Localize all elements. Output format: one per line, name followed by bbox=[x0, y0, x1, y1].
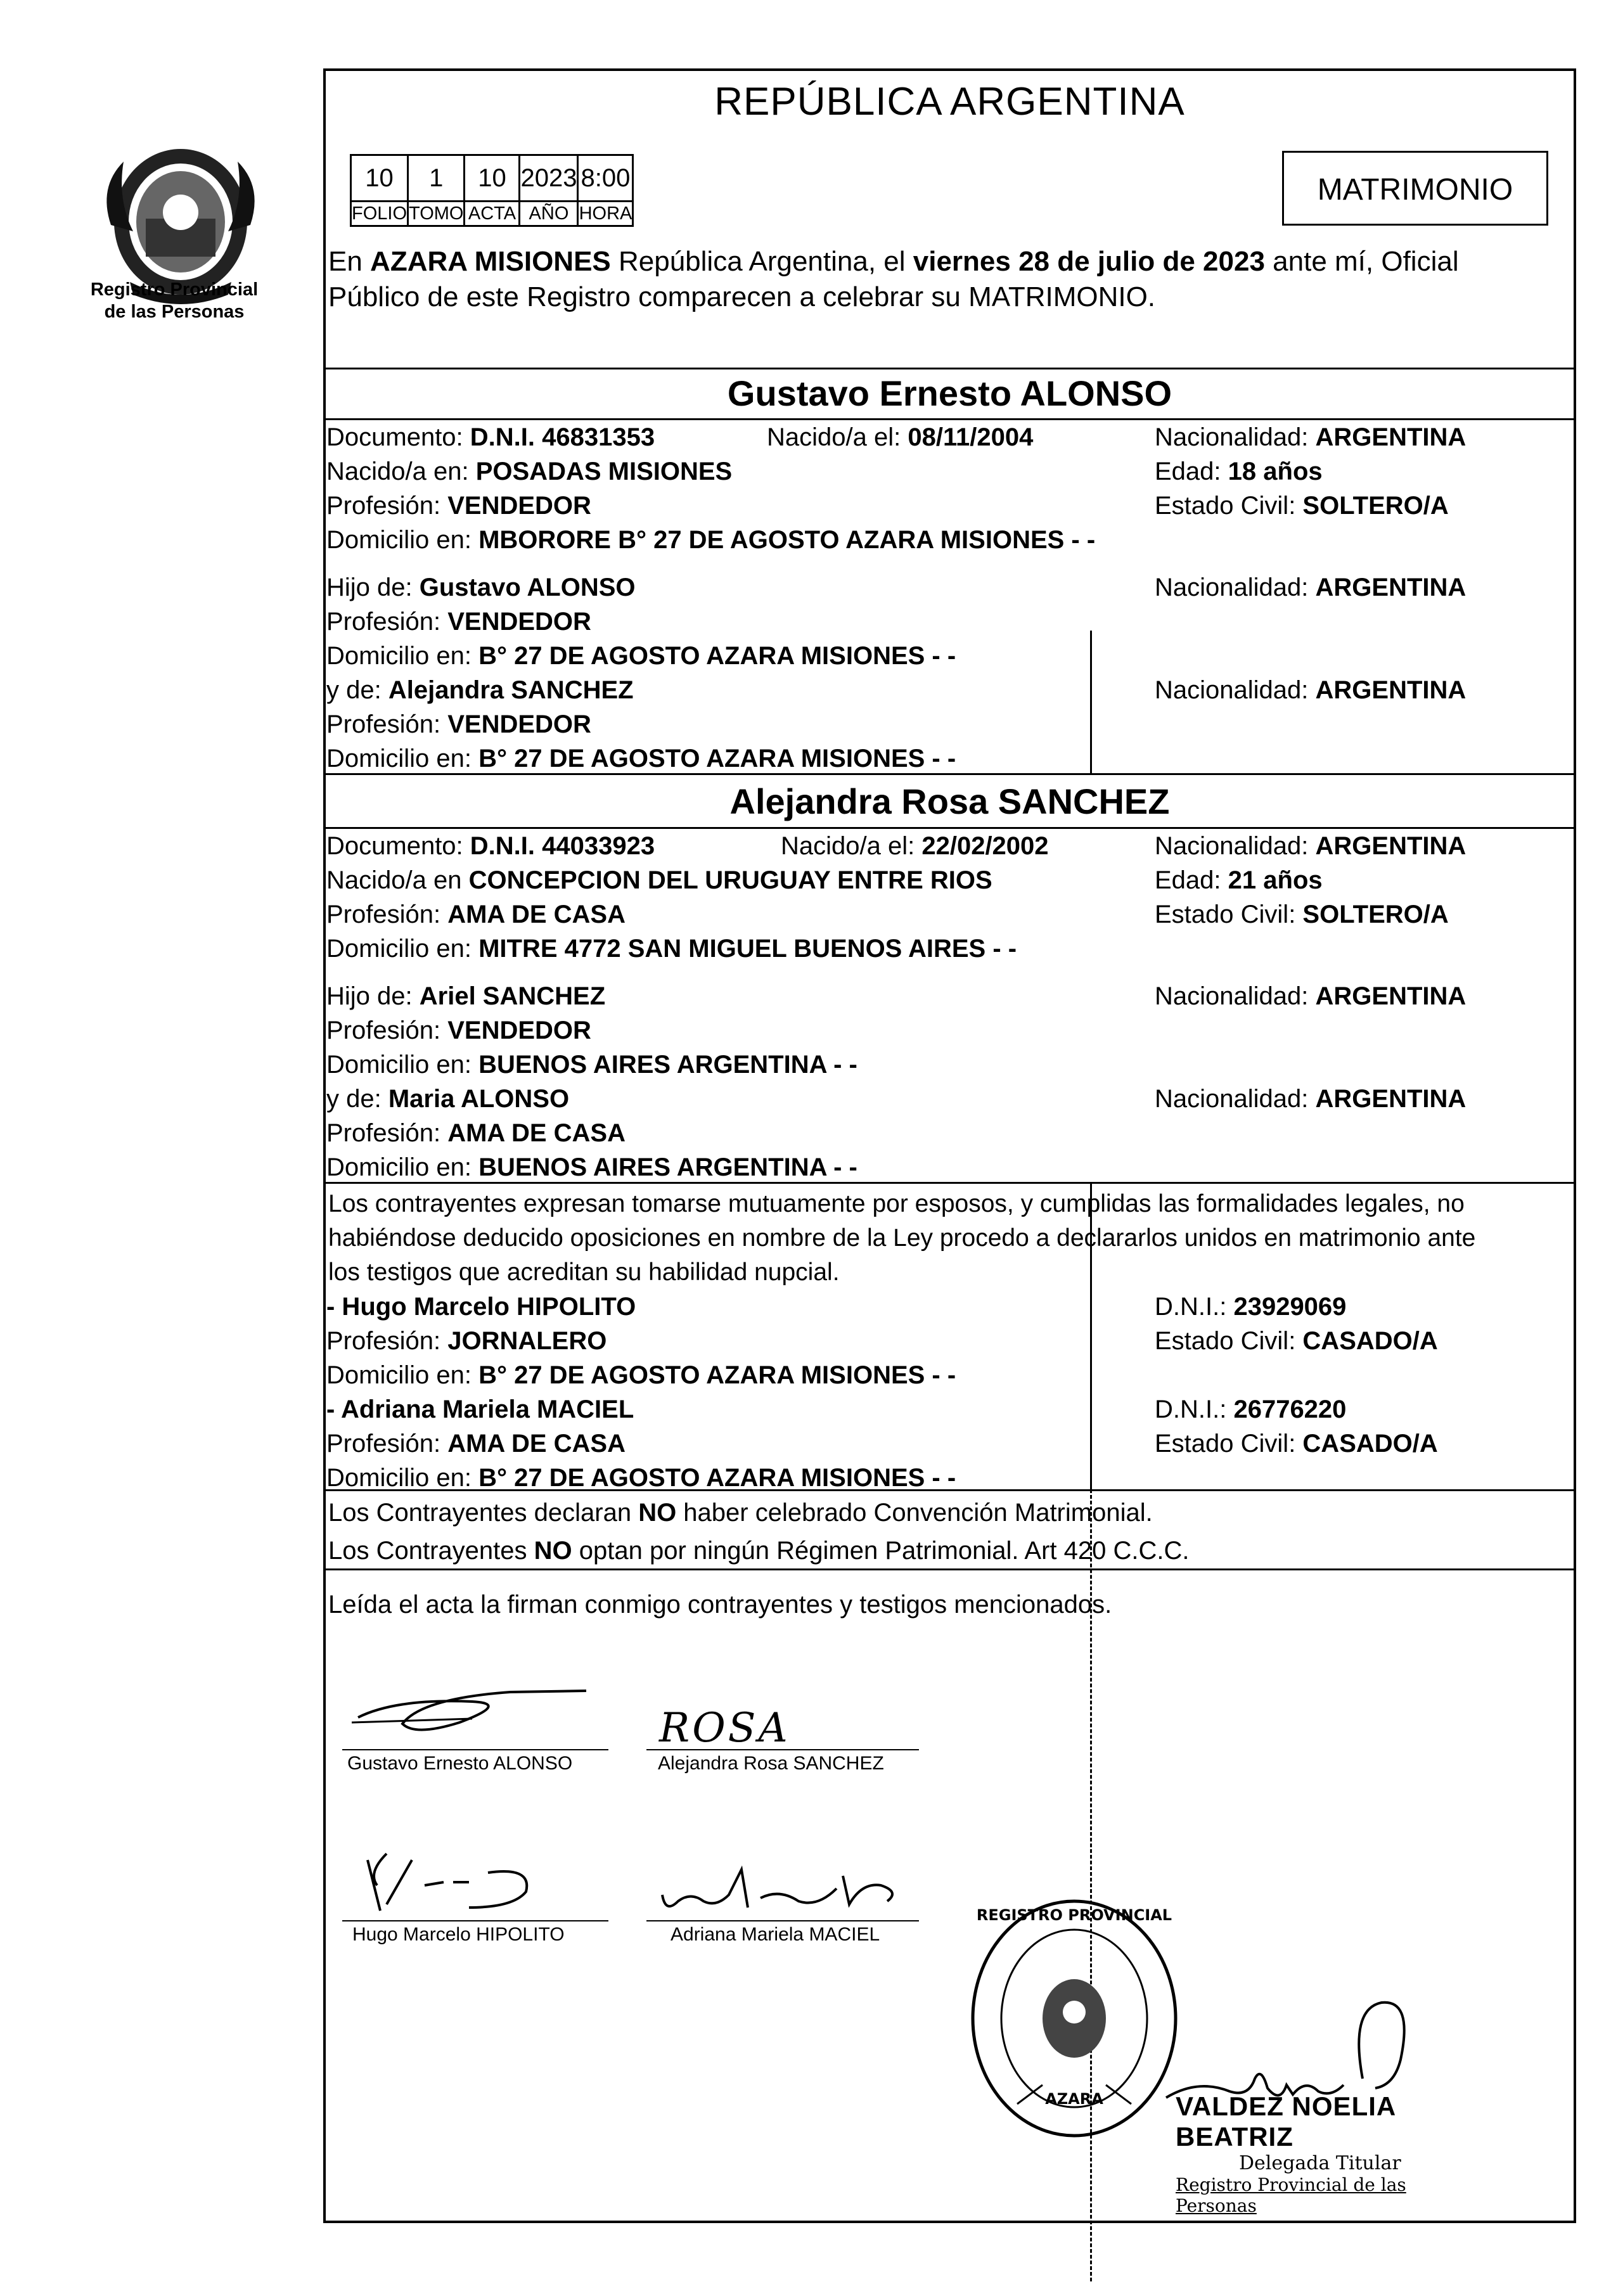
svg-text:REGISTRO PROVINCIAL: REGISTRO PROVINCIAL bbox=[976, 1906, 1172, 1924]
spouse1-name: Gustavo Ernesto ALONSO bbox=[727, 373, 1172, 413]
spouse1-father-address: B° 27 DE AGOSTO AZARA MISIONES - - bbox=[478, 642, 956, 670]
field-row bbox=[326, 574, 636, 602]
spouse2-age: 21 años bbox=[1228, 866, 1323, 894]
witness1-profession: JORNALERO bbox=[447, 1327, 607, 1355]
field-label: Nacionalidad: bbox=[1155, 1085, 1316, 1113]
witness1-dni: 23929069 bbox=[1233, 1293, 1347, 1321]
field-label: habiéndose deducido oposiciones en nombre de la Ley procedo a declararlos unidos en matrimonio ante bbox=[328, 1224, 1476, 1252]
registry-caption bbox=[70, 279, 279, 323]
spouse2-mother-nationality: ARGENTINA bbox=[1315, 1085, 1467, 1113]
field-row bbox=[1155, 1327, 1438, 1356]
column-divider bbox=[1090, 631, 1092, 773]
field-label: Los contrayentes expresan tomarse mutuamente por esposos, y cumplidas las formalidades legales, no bbox=[328, 1190, 1465, 1217]
field-label: Nacido/a en bbox=[326, 866, 469, 894]
divider bbox=[323, 368, 1576, 369]
field-row bbox=[1155, 982, 1466, 1011]
intro-paragraph bbox=[328, 244, 1570, 315]
field-row bbox=[326, 1017, 591, 1045]
field-label: Nacionalidad: bbox=[1155, 676, 1316, 704]
svg-text:AZARA: AZARA bbox=[1045, 2090, 1103, 2108]
hour-value: 8:00 bbox=[578, 155, 633, 202]
field-row bbox=[326, 492, 591, 520]
field-value: NO bbox=[638, 1499, 677, 1527]
registry-table bbox=[350, 154, 634, 227]
field-row bbox=[326, 526, 1095, 555]
signature-line bbox=[646, 1749, 919, 1750]
field-label: Domicilio en: bbox=[326, 526, 479, 554]
signature-line bbox=[342, 1749, 608, 1750]
folio-label: FOLIO bbox=[351, 202, 408, 226]
ceremony-date: viernes 28 de julio de 2023 bbox=[913, 246, 1265, 277]
field-row bbox=[326, 832, 655, 861]
official-role: Delegada Titular bbox=[1239, 2152, 1401, 2174]
field-row bbox=[326, 982, 605, 1011]
spouse2-father-nationality: ARGENTINA bbox=[1315, 982, 1467, 1010]
spouse1-address: MBORORE B° 27 DE AGOSTO AZARA MISIONES - - bbox=[478, 526, 1096, 554]
field-label: Estado Civil: bbox=[1155, 492, 1303, 520]
field-row bbox=[326, 1153, 857, 1182]
spouse1-father-nationality: ARGENTINA bbox=[1315, 574, 1467, 601]
field-row bbox=[326, 423, 655, 452]
spouse1-mother-address: B° 27 DE AGOSTO AZARA MISIONES - - bbox=[478, 745, 956, 773]
spouse2-name: Alejandra Rosa SANCHEZ bbox=[729, 781, 1170, 821]
tomo-label: TOMO bbox=[408, 202, 465, 226]
act-type-box: MATRIMONIO bbox=[1282, 151, 1548, 226]
field-label: Profesión: bbox=[326, 1119, 448, 1147]
spouse1-nationality: ARGENTINA bbox=[1315, 423, 1467, 451]
field-label: optan por ningún Régimen Patrimonial. Art 420 C.C.C. bbox=[572, 1537, 1190, 1565]
acta-value: 10 bbox=[465, 155, 520, 202]
witness2-profession: AMA DE CASA bbox=[447, 1430, 626, 1458]
field-label: Domicilio en: bbox=[326, 935, 479, 963]
witness1-civil-status: CASADO/A bbox=[1302, 1327, 1438, 1355]
field-label: Edad: bbox=[1155, 458, 1228, 485]
spouse1-mother-nationality: ARGENTINA bbox=[1315, 676, 1467, 704]
field-label: Estado Civil: bbox=[1155, 1327, 1303, 1355]
field-row bbox=[326, 676, 634, 705]
signature-caption-witness1: Hugo Marcelo HIPOLITO bbox=[352, 1924, 565, 1945]
spouse2-father-address: BUENOS AIRES ARGENTINA - - bbox=[478, 1051, 857, 1079]
spouse2-mother-name: Maria ALONSO bbox=[388, 1085, 570, 1113]
witness2-dni: 26776220 bbox=[1233, 1395, 1347, 1423]
field-row bbox=[326, 1464, 956, 1492]
field-label: Profesión: bbox=[326, 901, 448, 928]
field-label: Profesión: bbox=[326, 608, 448, 636]
convention-line-1 bbox=[328, 1499, 1153, 1527]
field-label: ante mí, Oficial bbox=[1264, 246, 1459, 277]
field-label: Público de este Registro comparecen a celebrar su MATRIMONIO. bbox=[328, 281, 1156, 312]
spouse2-birthplace: CONCEPCION DEL URUGUAY ENTRE RIOS bbox=[468, 866, 992, 894]
document-title: REPÚBLICA ARGENTINA bbox=[714, 80, 1185, 124]
spouse2-birthdate: 22/02/2002 bbox=[921, 832, 1049, 860]
field-row bbox=[1155, 492, 1449, 520]
field-label: Estado Civil: bbox=[1155, 1430, 1303, 1458]
field-row bbox=[1155, 1293, 1346, 1321]
field-row bbox=[767, 423, 1033, 452]
field-row bbox=[1155, 901, 1449, 929]
field-row bbox=[1155, 676, 1466, 705]
field-label: Hijo de: bbox=[326, 574, 420, 601]
field-label: República Argentina, el bbox=[610, 246, 913, 277]
spouse1-birthplace: POSADAS MISIONES bbox=[475, 458, 733, 485]
spouse1-profession: VENDEDOR bbox=[447, 492, 591, 520]
field-row bbox=[326, 1085, 569, 1113]
field-label: D.N.I.: bbox=[1155, 1293, 1234, 1321]
field-label: Documento: bbox=[326, 423, 470, 451]
field-label: Nacido/a el: bbox=[781, 832, 922, 860]
signature-spouse2: ROSA bbox=[659, 1705, 790, 1752]
year-label: AÑO bbox=[520, 202, 578, 226]
field-label: Nacionalidad: bbox=[1155, 982, 1316, 1010]
divider bbox=[323, 1568, 1576, 1570]
official-office: Registro Provincial de las Personas bbox=[1176, 2174, 1406, 2216]
field-row bbox=[1155, 574, 1466, 602]
field-label: Los Contrayentes declaran bbox=[328, 1499, 639, 1527]
field-label: Domicilio en: bbox=[326, 1153, 479, 1181]
witness2-civil-status: CASADO/A bbox=[1302, 1430, 1438, 1458]
field-label: Domicilio en: bbox=[326, 642, 479, 670]
spouse2-profession: AMA DE CASA bbox=[447, 901, 626, 928]
signature-caption-spouse1: Gustavo Ernesto ALONSO bbox=[347, 1753, 573, 1774]
field-label: y de: bbox=[326, 676, 388, 704]
spouse2-father-name: Ariel SANCHEZ bbox=[419, 982, 606, 1010]
field-row bbox=[1155, 866, 1323, 895]
divider bbox=[323, 418, 1576, 420]
spouse2-dni: D.N.I. 44033923 bbox=[470, 832, 655, 860]
field-label: Profesión: bbox=[326, 710, 448, 738]
spouse1-mother-name: Alejandra SANCHEZ bbox=[388, 676, 634, 704]
field-label: Nacido/a en: bbox=[326, 458, 476, 485]
witness2-name: - Adriana Mariela MACIEL bbox=[326, 1395, 634, 1423]
field-label: Profesión: bbox=[326, 1327, 448, 1355]
signature-caption-spouse2: Alejandra Rosa SANCHEZ bbox=[658, 1753, 884, 1774]
field-row bbox=[326, 458, 732, 486]
field-label: Domicilio en: bbox=[326, 745, 479, 773]
field-row bbox=[326, 745, 956, 773]
spouse1-mother-profession: VENDEDOR bbox=[447, 710, 591, 738]
field-row bbox=[326, 1051, 857, 1079]
field-label: Nacionalidad: bbox=[1155, 832, 1316, 860]
spouse2-mother-profession: AMA DE CASA bbox=[447, 1119, 626, 1147]
field-label: Profesión: bbox=[326, 1017, 448, 1044]
field-label: Nacido/a el: bbox=[767, 423, 908, 451]
spouse2-mother-address: BUENOS AIRES ARGENTINA - - bbox=[478, 1153, 857, 1181]
spouse2-father-profession: VENDEDOR bbox=[447, 1017, 591, 1044]
hour-label: HORA bbox=[578, 202, 633, 226]
signature-line bbox=[646, 1920, 919, 1921]
field-row bbox=[326, 1327, 607, 1356]
field-row bbox=[326, 1361, 956, 1390]
field-label: Estado Civil: bbox=[1155, 901, 1303, 928]
spouse1-father-profession: VENDEDOR bbox=[447, 608, 591, 636]
field-label: Profesión: bbox=[326, 492, 448, 520]
field-row bbox=[326, 901, 626, 929]
field-row bbox=[326, 710, 591, 739]
witness1-name: - Hugo Marcelo HIPOLITO bbox=[326, 1293, 636, 1321]
field-label: Profesión: bbox=[326, 1430, 448, 1458]
place: AZARA MISIONES bbox=[370, 246, 611, 277]
field-label: En bbox=[328, 246, 371, 277]
field-label: Nacionalidad: bbox=[1155, 423, 1316, 451]
field-label: D.N.I.: bbox=[1155, 1395, 1234, 1423]
closing-text: Leída el acta la firman conmigo contrayentes y testigos mencionados. bbox=[328, 1591, 1112, 1619]
field-row bbox=[326, 935, 1017, 963]
field-label: Nacionalidad: bbox=[1155, 574, 1316, 601]
spouse1-dni: D.N.I. 46831353 bbox=[470, 423, 655, 451]
signature-line bbox=[342, 1920, 608, 1921]
field-row bbox=[326, 866, 992, 895]
field-label: y de: bbox=[326, 1085, 388, 1113]
field-row bbox=[1155, 1395, 1346, 1424]
field-row bbox=[781, 832, 1049, 861]
signature-witness1 bbox=[342, 1847, 558, 1917]
official-name: VALDEZ NOELIA BEATRIZ bbox=[1176, 2091, 1396, 2152]
field-row bbox=[326, 1293, 636, 1321]
divider bbox=[323, 827, 1576, 829]
official-block bbox=[1176, 2091, 1492, 2216]
field-row bbox=[1155, 832, 1466, 861]
field-row bbox=[1155, 1430, 1438, 1458]
field-row bbox=[1155, 458, 1323, 486]
signature-witness2 bbox=[653, 1857, 919, 1920]
field-label: Domicilio en: bbox=[326, 1464, 479, 1492]
spouse1-father-name: Gustavo ALONSO bbox=[419, 574, 636, 601]
field-label: Los Contrayentes bbox=[328, 1537, 534, 1565]
spouse1-civil-status: SOLTERO/A bbox=[1302, 492, 1449, 520]
spouse1-age: 18 años bbox=[1228, 458, 1323, 485]
field-label: Domicilio en: bbox=[326, 1051, 479, 1079]
spouse1-birthdate: 08/11/2004 bbox=[908, 423, 1034, 451]
field-label: Hijo de: bbox=[326, 982, 420, 1010]
signature-spouse1 bbox=[345, 1673, 599, 1743]
acta-label: ACTA bbox=[465, 202, 520, 226]
registry-caption-line1: Registro Provincial bbox=[90, 279, 259, 300]
field-label: Domicilio en: bbox=[326, 1361, 479, 1389]
field-row bbox=[326, 1119, 626, 1148]
field-row bbox=[1155, 423, 1466, 452]
registry-seal bbox=[966, 1895, 1182, 2142]
year-value: 2023 bbox=[520, 155, 578, 202]
field-row bbox=[326, 1395, 634, 1424]
spouse2-civil-status: SOLTERO/A bbox=[1302, 901, 1449, 928]
witness2-address: B° 27 DE AGOSTO AZARA MISIONES - - bbox=[478, 1464, 956, 1492]
field-label: Edad: bbox=[1155, 866, 1228, 894]
divider bbox=[323, 1182, 1576, 1184]
field-label: los testigos que acreditan su habilidad nupcial. bbox=[328, 1259, 840, 1286]
signature-caption-witness2: Adriana Mariela MACIEL bbox=[671, 1924, 880, 1945]
registry-caption-line2: de las Personas bbox=[104, 302, 245, 322]
field-label: haber celebrado Convención Matrimonial. bbox=[676, 1499, 1153, 1527]
witness1-address: B° 27 DE AGOSTO AZARA MISIONES - - bbox=[478, 1361, 956, 1389]
field-row bbox=[326, 608, 591, 636]
field-row bbox=[1155, 1085, 1466, 1113]
field-label bbox=[328, 244, 1570, 279]
declaration-paragraph bbox=[328, 1187, 1570, 1290]
field-row bbox=[326, 1430, 626, 1458]
divider bbox=[323, 773, 1576, 775]
spouse2-nationality: ARGENTINA bbox=[1315, 832, 1467, 860]
field-row bbox=[326, 642, 956, 670]
field-label: Documento: bbox=[326, 832, 470, 860]
convention-line-2 bbox=[328, 1537, 1190, 1565]
field-value: NO bbox=[534, 1537, 572, 1565]
tomo-value: 1 bbox=[408, 155, 465, 202]
folio-value: 10 bbox=[351, 155, 408, 202]
spouse2-address: MITRE 4772 SAN MIGUEL BUENOS AIRES - - bbox=[478, 935, 1017, 963]
